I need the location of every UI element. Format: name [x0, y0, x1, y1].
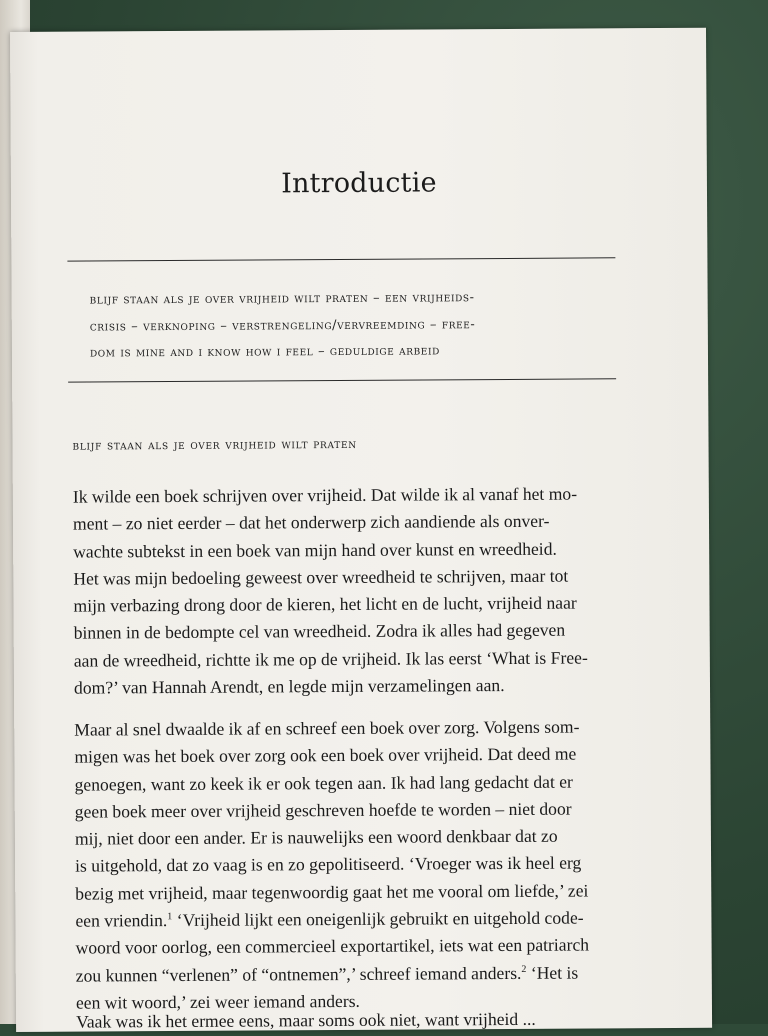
text-line: een wit woord,’ zei weer iemand anders. [75, 990, 360, 1013]
text-line: dom?’ van Hannah Arendt, en legde mijn verzamelingen aan. [73, 675, 505, 698]
text-line: is uitgehold, dat zo vaag is en zo gepolitiseerd. ‘Vroeger was ik heel erg [75, 853, 582, 877]
text-line: mijn verbazing drong door de kieren, het licht en de lucht, vrijheid naar [73, 592, 577, 616]
text-line [75, 904, 627, 935]
text-line: Het was mijn bedoeling geweest over wreedheid te schrijven, maar tot [73, 565, 569, 589]
summary-line: dom is mine and i know how i feel – geduldige arbeid [89, 343, 440, 361]
text-segment: een vriendin. [75, 910, 168, 931]
top-divider [67, 257, 615, 261]
footnote-marker[interactable]: 2 [521, 963, 527, 975]
section-heading: blijf staan als je over vrijheid wilt praten [72, 435, 357, 454]
text-line: genoegen, want zo keek ik er ook tegen aan. Ik had lang gedacht dat er [74, 771, 573, 795]
paragraph-1 [73, 480, 626, 702]
chapter-title: Introductie [281, 167, 437, 200]
text-line: woord voor oorlog, een commercieel exportartikel, iets wat een patriarch [75, 934, 590, 958]
text-line: wachte subtekst in een boek van mijn hand over kunst en wreedheid. [73, 538, 557, 562]
book-page [10, 28, 712, 1032]
text-segment: ‘Het is [526, 962, 579, 983]
text-line: Ik wilde een boek schrijven over vrijheid. Dat wilde ik al vanaf het mo- [72, 483, 578, 507]
text-line: ment – zo niet eerder – dat het onderwerp zich aandiende als onver- [72, 511, 550, 534]
text-segment: zou kunnen “verlenen” of “ontnemen”,’ schreef iemand anders. [75, 962, 522, 986]
chapter-summary [90, 284, 600, 367]
text-line: aan de wreedheid, richtte ik me op de vrijheid. Ik las eerst ‘What is Free- [73, 647, 588, 671]
text-segment: ‘Vrijheid lijkt een oneigenlijk gebruikt en uitgehold code- [172, 907, 584, 931]
footnote-marker[interactable]: 1 [167, 911, 173, 923]
text-line: binnen in de bedompte cel van wreedheid. Zodra ik alles had gegeven [73, 620, 566, 644]
paragraph-3 [76, 1005, 628, 1036]
bottom-divider [68, 378, 616, 382]
paragraph-2 [74, 713, 628, 1017]
text-line: Maar al snel dwaalde ik af en schreef een boek over zorg. Volgens som- [74, 716, 580, 740]
text-line: geen boek meer over vrijheid geschreven hoefde te worden – niet door [74, 798, 572, 822]
text-line: bezig met vrijheid, maar tegenwoordig gaat het me vooral om liefde,’ zei [75, 880, 589, 904]
text-line: migen was het boek over zorg ook een boek over vrijheid. Dat deed me [74, 743, 577, 767]
text-line: Vaak was ik het ermee eens, maar soms ook niet, want vrijheid ... [75, 1008, 536, 1032]
summary-line: blijf staan als je over vrijheid wilt praten – een vrijheids- [89, 290, 475, 308]
summary-line: crisis – verknoping – verstrengeling/vervreemding – free- [89, 316, 476, 335]
text-line [76, 959, 628, 990]
text-line: mij, niet door een ander. Er is nauwelijks een woord denkbaar dat zo [74, 825, 558, 849]
